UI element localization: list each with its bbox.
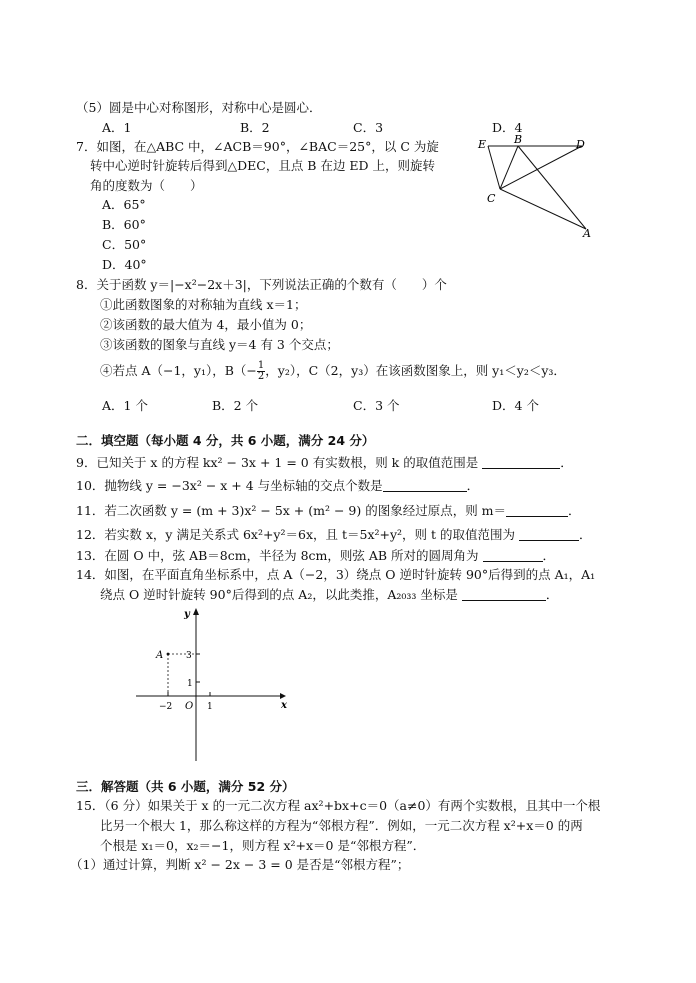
q10-answer-blank[interactable] bbox=[383, 479, 467, 492]
q10 bbox=[76, 478, 479, 494]
q15-line3: 个根是 x₁＝0，x₂＝−1，则方程 x²+x＝0 是“邻根方程”． bbox=[100, 838, 426, 853]
y-tick-1-label: 1 bbox=[187, 679, 193, 689]
q7-option-b: B．60° bbox=[102, 217, 146, 232]
x-tick-1-label: 1 bbox=[207, 702, 213, 712]
q13 bbox=[76, 548, 555, 564]
q8-statement-1: ①此函数图象的对称轴为直线 x＝1； bbox=[100, 297, 307, 312]
q12-text: 12．若实数 x，y 满足关系式 6x²+y²＝6x，且 t＝5x²+y²，则 t 的取值范围为 bbox=[76, 527, 516, 542]
q14-line1: 14．如图，在平面直角坐标系中，点 A（−2，3）绕点 O 逆时针旋转 90°后得到的点 A₁，A₁ bbox=[76, 567, 596, 582]
q8-statement-3: ③该函数的图象与直线 y＝4 有 3 个交点； bbox=[100, 337, 339, 352]
q15-part1: （1）通过计算，判断 x² − 2x − 3 = 0 是否是“邻根方程”； bbox=[70, 857, 410, 872]
q5-option-d: D．4 bbox=[492, 120, 523, 135]
q7-line3: 角的度数为（ ） bbox=[90, 178, 203, 193]
label-d: D bbox=[576, 138, 585, 151]
segment-ec bbox=[488, 146, 500, 189]
q5-statement: （5）圆是中心对称图形，对称中心是圆心． bbox=[76, 100, 322, 115]
q8-statement-4 bbox=[100, 361, 566, 382]
q8-s4-pre: ④若点 A（−1，y₁），B（− bbox=[100, 363, 257, 378]
q13-text: 13．在圆 O 中，弦 AB＝8cm，半径为 8cm，则弦 AB 所对的圆周角为 bbox=[76, 548, 479, 563]
label-a: A bbox=[583, 227, 591, 240]
q8-stem: 8．关于函数 y＝|−x²−2x＋3|，下列说法正确的个数有（ ）个 bbox=[76, 277, 447, 292]
fraction-numerator: 1 bbox=[257, 360, 265, 371]
y-tick-3-label: 3 bbox=[186, 651, 192, 661]
q13-answer-blank[interactable] bbox=[483, 549, 543, 562]
q14-line2-text: 绕点 O 逆时针旋转 90°后得到的点 A₂，以此类推，A₂₀₃₃ 坐标是 bbox=[100, 587, 458, 602]
section2-heading: 二．填空题（每小题 4 分，共 6 小题，满分 24 分） bbox=[76, 433, 375, 448]
triangle-rotation-figure bbox=[474, 134, 604, 244]
q8-option-c: C．3 个 bbox=[353, 398, 400, 413]
q12-answer-blank[interactable] bbox=[519, 528, 579, 541]
q10-text: 10．抛物线 y = −3x² − x + 4 与坐标轴的交点个数是 bbox=[76, 478, 383, 493]
point-a-label: A bbox=[156, 650, 164, 661]
q5-option-a: A．1 bbox=[102, 120, 132, 135]
q8-statement-2: ②该函数的最大值为 4，最小值为 0； bbox=[100, 317, 312, 332]
q8-option-b: B．2 个 bbox=[212, 398, 259, 413]
q9 bbox=[76, 455, 573, 471]
q7-line1: 7．如图，在△ABC 中，∠ACB＝90°，∠BAC＝25°，以 C 为旋 bbox=[76, 139, 439, 154]
label-e: E bbox=[478, 138, 487, 151]
q15-line2: 比另一个根大 1，那么称这样的方程为“邻根方程”．例如，一元二次方程 x²+x＝0 的两 bbox=[100, 818, 583, 833]
q7-option-a: A．65° bbox=[102, 197, 146, 212]
q7-option-d: D．40° bbox=[102, 257, 147, 272]
q9-text: 9．已知关于 x 的方程 kx² − 3x + 1 = 0 有实数根，则 k 的取值范围是 bbox=[76, 455, 479, 470]
q12 bbox=[76, 527, 592, 543]
q11-answer-blank[interactable] bbox=[506, 504, 568, 517]
q12-period: ． bbox=[579, 527, 592, 542]
q9-answer-blank[interactable] bbox=[482, 456, 560, 469]
x-tick-neg2-label: −2 bbox=[159, 702, 173, 712]
q15-line1: 15．（6 分）如果关于 x 的一元二次方程 ax²+bx+c＝0（a≠0）有两个实数根，且其中一个根 bbox=[76, 798, 601, 813]
segment-cd bbox=[500, 146, 582, 189]
q5-option-c: C．3 bbox=[353, 120, 384, 135]
fraction-denominator: 2 bbox=[257, 371, 265, 382]
segment-cb bbox=[500, 146, 518, 189]
q13-period: ． bbox=[542, 548, 556, 563]
q11 bbox=[76, 503, 581, 519]
y-axis-label: y bbox=[184, 609, 190, 620]
point-a bbox=[167, 653, 170, 656]
coordinate-plane-figure bbox=[130, 603, 300, 763]
q5-option-b: B．2 bbox=[240, 120, 270, 135]
q14-line2 bbox=[100, 587, 558, 603]
label-c: C bbox=[487, 192, 496, 205]
x-axis-arrow bbox=[280, 693, 286, 699]
section3-heading: 三．解答题（共 6 小题，满分 52 分） bbox=[76, 779, 295, 794]
segment-ba bbox=[518, 146, 586, 229]
label-b: B bbox=[514, 134, 523, 146]
q8-option-a: A．1 个 bbox=[102, 398, 148, 413]
q10-period: ． bbox=[466, 478, 480, 493]
segment-ca bbox=[500, 189, 586, 229]
origin-label: O bbox=[185, 701, 194, 712]
q9-period: ． bbox=[560, 455, 573, 470]
q7-option-c: C．50° bbox=[102, 237, 147, 252]
y-axis-arrow bbox=[193, 608, 199, 615]
q7-line2: 转中心逆时针旋转后得到△DEC，且点 B 在边 ED 上，则旋转 bbox=[90, 158, 436, 173]
q11-text: 11．若二次函数 y = (m + 3)x² − 5x + (m² − 9) 的图象经过原点，则 m＝ bbox=[76, 503, 507, 518]
q14-period: ． bbox=[545, 587, 559, 602]
q8-option-d: D．4 个 bbox=[492, 398, 539, 413]
q11-period: ． bbox=[568, 503, 581, 518]
q14-answer-blank[interactable] bbox=[462, 588, 546, 601]
x-axis-label: x bbox=[281, 700, 287, 711]
q8-s4-post: ，y₂），C（2，y₃）在该函数图象上，则 y₁＜y₂＜y₃． bbox=[265, 363, 566, 378]
